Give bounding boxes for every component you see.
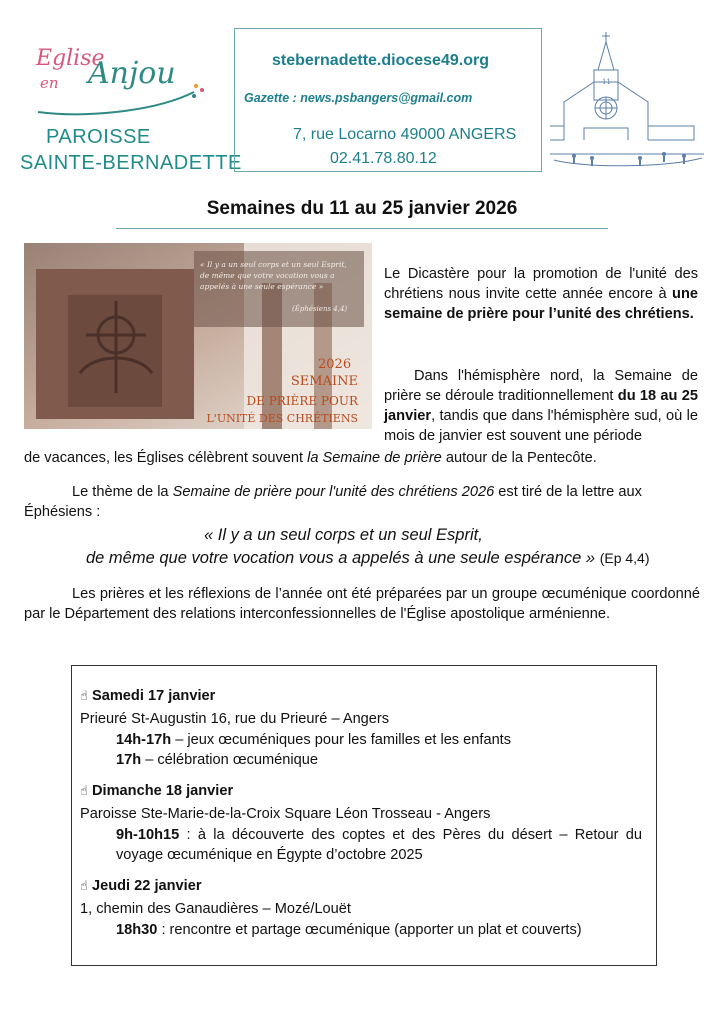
pointing-hand-icon: ☝ <box>80 878 88 893</box>
event-time: 17h <box>116 752 142 768</box>
event-place-2: Paroisse Ste-Marie-de-la-Croix Square Léon Trosseau - Angers <box>80 806 491 822</box>
logo-dots-icon <box>188 80 208 106</box>
photo-quote: « Il y a un seul corps et un seul Esprit, de même que votre vocation vous a appelés à une seule espérance » <box>200 260 347 291</box>
logo-paroisse: PAROISSE <box>46 126 151 148</box>
event-day-1 <box>80 688 215 704</box>
church-drawing <box>544 30 712 178</box>
intro-highlight: une semaine de prière pour l’unité des chrétiens. <box>384 286 698 322</box>
logo-sainte-bernadette: SAINTE-BERNADETTE <box>20 152 242 174</box>
event-item <box>116 825 642 865</box>
theme-text: Le thème de la <box>72 484 173 500</box>
event-time: 14h-17h <box>116 732 172 748</box>
intro-paragraph <box>384 264 698 324</box>
scripture-quote-text: de même que votre vocation vous a appelés à une seule espérance <box>86 549 582 567</box>
event-place-1: Prieuré St-Augustin 16, rue du Prieuré – Angers <box>80 711 390 727</box>
pointing-hand-icon: ☝ <box>80 783 88 798</box>
event-description: – célébration œcuménique <box>141 752 318 768</box>
title-divider <box>116 228 608 229</box>
parish-address: 7, rue Locarno 49000 ANGERS <box>293 126 517 143</box>
event-day-3 <box>80 878 202 894</box>
hemisphere-text-cont: , tandis que dans l'hémisphère sud, où le mois de janvier est souvent une période <box>384 408 698 444</box>
scripture-quote-line1: « Il y a un seul corps et un seul Esprit, <box>204 526 483 544</box>
preparation-paragraph: Les prières et les réflexions de l’année ont été préparées par un groupe œcuménique coordonné par le Département des relations interconfessionnelles de l'Église apostolique arménienne. <box>24 586 700 622</box>
gazette-email[interactable]: Gazette : news.psbangers@gmail.com <box>244 91 473 105</box>
logo-eglise: Eglise <box>36 46 105 71</box>
hemisphere-dates: du 18 au 25 janvier <box>384 388 698 424</box>
event-day-label: Dimanche 18 janvier <box>91 783 234 799</box>
hemisphere-text-end: de vacances, les Églises célèbrent souvent <box>24 450 308 466</box>
photo-year: 2026 <box>318 357 352 372</box>
event-place-3: 1, chemin des Ganaudières – Mozé/Louët <box>80 901 351 917</box>
intro-text: Le Dicastère pour la promotion de l'unité des chrétiens nous invite cette année encore à <box>384 266 698 302</box>
logo-swash <box>34 88 204 118</box>
event-time: 18h30 <box>116 922 158 938</box>
event-item <box>116 730 511 750</box>
logo-en: en <box>40 74 59 92</box>
event-item <box>116 920 582 940</box>
page-title: Semaines du 11 au 25 janvier 2026 <box>206 198 518 219</box>
event-time: 9h-10h15 <box>116 827 180 843</box>
photo-title-line3: L'UNITÉ DES CHRÉTIENS <box>206 412 358 425</box>
theme-italic: Semaine de prière pour l'unité des chrétiens 2026 <box>172 484 495 500</box>
svg-text:11: 11 <box>602 78 611 86</box>
event-description: : à la découverte des coptes et des Pères du désert – Retour du voyage œcuménique en Égypte d’octobre 2025 <box>116 827 642 863</box>
hemisphere-text: Dans l'hémisphère nord, la Semaine de prière se déroule traditionnellement <box>384 368 698 404</box>
photo-reference: (Éphésiens 4,4) <box>292 305 348 313</box>
theme-paragraph <box>24 482 700 522</box>
event-description: : rencontre et partage œcuménique (apporter un plat et couverts) <box>157 922 582 938</box>
event-item <box>116 750 318 770</box>
hemisphere-paragraph <box>384 366 698 446</box>
parish-phone: 02.41.78.80.12 <box>330 150 437 167</box>
theme-text-cont: est tiré de la lettre aux Éphésiens : <box>24 484 642 520</box>
scripture-reference: (Ep 4,4) <box>599 550 650 566</box>
logo-anjou: Anjou <box>88 56 176 91</box>
website-link[interactable]: stebernadette.diocese49.org <box>272 52 489 69</box>
hemisphere-italic: la Semaine de prière <box>307 450 442 466</box>
event-day-2 <box>80 783 233 799</box>
hemisphere-text-tail: autour de la Pentecôte. <box>441 450 597 466</box>
event-day-label: Jeudi 22 janvier <box>91 878 202 894</box>
scripture-quote-line2 <box>86 547 650 570</box>
event-description: – jeux œcuméniques pour les familles et les enfants <box>171 732 512 748</box>
event-day-label: Samedi 17 janvier <box>91 688 216 704</box>
pointing-hand-icon: ☝ <box>80 688 88 703</box>
hemisphere-paragraph-end <box>24 448 700 468</box>
photo-title-line1: SEMAINE <box>290 374 358 389</box>
scripture-quote-close: » <box>581 549 600 567</box>
photo-title-line2: DE PRIÈRE POUR <box>246 394 358 408</box>
